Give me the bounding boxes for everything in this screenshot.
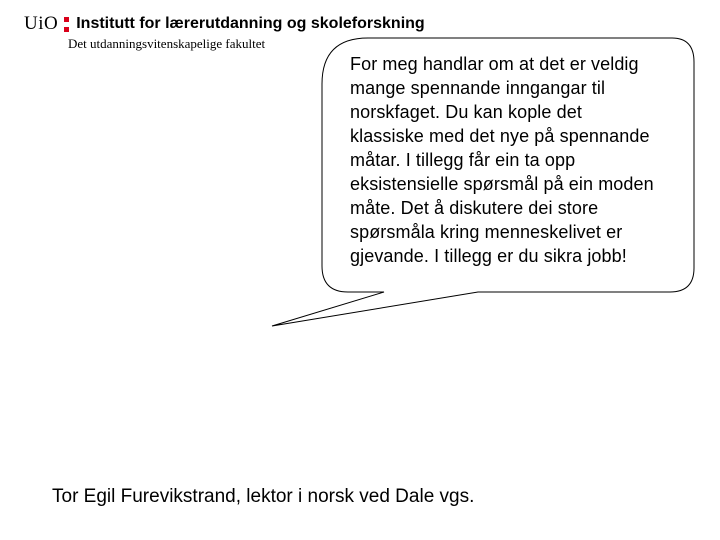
faculty-name: Det utdanningsvitenskapelige fakultet [68,36,266,51]
institute-name: Institutt for lærerutdanning og skoleforskning [76,15,425,32]
uio-logo-text: UiO [24,13,59,34]
quote-text: For meg handlar om at det er veldig mange spennande inngangar til norskfaget. Du kan kople det klassiske med det nye på spennande måtar. I tillegg får ein ta opp eksistensielle spørsmål på ein moden måte. Det å diskutere dei store spørsmåla kring menneskelivet er gjevande. I tillegg er du sikra jobb! [350,54,654,266]
speaker-caption: Tor Egil Furevikstrand, lektor i norsk ved Dale vgs. [52,486,475,507]
